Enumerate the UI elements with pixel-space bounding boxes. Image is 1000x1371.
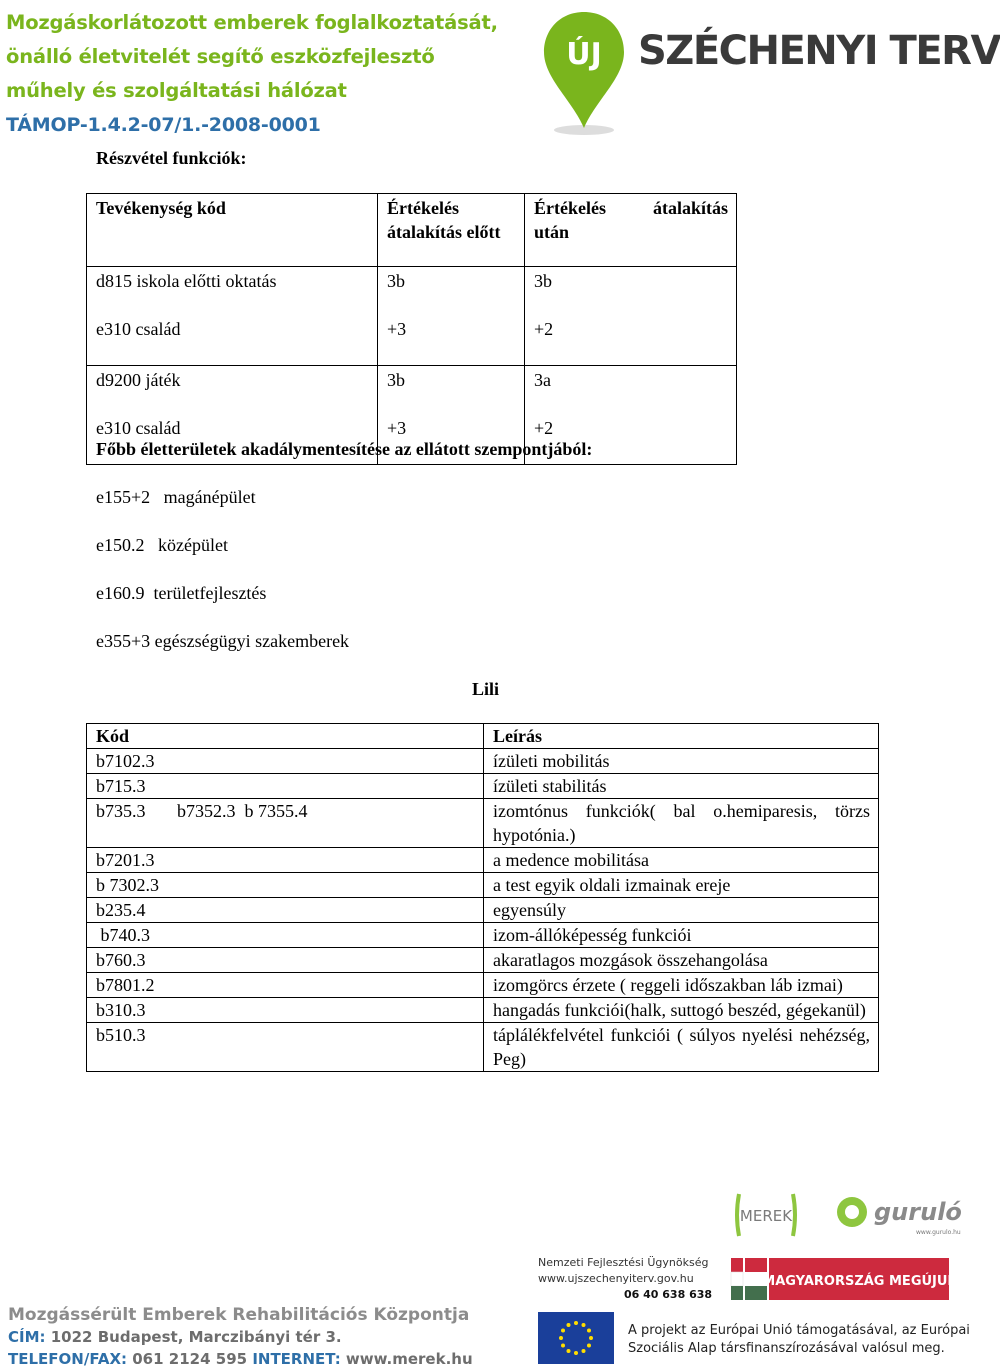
eu-star-icon (567, 1349, 571, 1353)
logo-badge-text: ÚJ (566, 37, 602, 72)
function-code: b735.3 b7352.3 b 7355.4 (87, 799, 484, 848)
eu-star-icon (587, 1329, 591, 1333)
table-row (87, 948, 879, 973)
section-heading-accessibility: Főbb életterületek akadálymentesítése az ellátott szempontjából: (96, 439, 593, 459)
function-code: b7102.3 (87, 749, 484, 774)
header-activity-code: Tevékenység kód (87, 194, 378, 267)
table-row (87, 267, 737, 366)
table-row (87, 973, 879, 998)
function-code: b310.3 (87, 998, 484, 1023)
function-code: b740.3 (87, 923, 484, 948)
internet-value: www.merek.hu (345, 1350, 473, 1368)
agency-info (538, 1255, 712, 1303)
list-item: e160.9 területfejlesztés (96, 583, 267, 603)
address-value: 1022 Budapest, Marczibányi tér 3. (50, 1328, 342, 1346)
table-row (87, 923, 879, 948)
center-name: Mozgássérült Emberek Rehabilitációs Központja (8, 1305, 470, 1325)
table-row (87, 774, 879, 799)
center-contact (8, 1304, 473, 1370)
eval-before-value: +3 (387, 418, 407, 438)
function-description: ízületi stabilitás (484, 774, 879, 799)
eu-star-icon (582, 1349, 586, 1353)
header-eval-after-word2: átalakítás (652, 198, 728, 218)
table-row (87, 848, 879, 873)
phone-label: TELEFON/FAX: (8, 1350, 128, 1368)
project-title-block (6, 6, 526, 142)
function-description: egyensúly (484, 898, 879, 923)
eval-before-value: 3b (387, 271, 405, 291)
function-description: izomtónus funkciók( bal o.hemiparesis, törzs hypotónia.) (484, 799, 879, 848)
function-code: b510.3 (87, 1023, 484, 1072)
szechenyi-pin-logo (542, 8, 628, 138)
eu-funding-note (628, 1322, 970, 1358)
activity-code: e310 család (96, 319, 181, 339)
function-code: b 7302.3 (87, 873, 484, 898)
activity-code: d815 iskola előtti oktatás (96, 271, 277, 291)
agency-phone: 06 40 638 638 (624, 1288, 713, 1301)
eval-after-value: 3a (534, 370, 551, 390)
function-code: b7801.2 (87, 973, 484, 998)
eu-star-icon (559, 1336, 563, 1340)
activity-code: e310 család (96, 418, 181, 438)
function-description: a medence mobilitása (484, 848, 879, 873)
project-title-line-2: önálló életvitelét segítő eszközfejlesztő (6, 45, 435, 68)
project-code: TÁMOP-1.4.2-07/1.-2008-0001 (6, 114, 321, 136)
agency-name: Nemzeti Fejlesztési Ügynökség (538, 1256, 709, 1269)
gurulo-logo-text: guruló (874, 1198, 962, 1226)
eu-funding-line-2: Szociális Alap társfinanszírozásával valósul meg. (628, 1341, 945, 1356)
eval-before-value: 3b (387, 370, 405, 390)
internet-label: INTERNET: (252, 1350, 341, 1368)
function-code: b715.3 (87, 774, 484, 799)
table-header-row (87, 194, 737, 267)
function-code: b760.3 (87, 948, 484, 973)
function-description: izom-állóképesség funkciói (484, 923, 879, 948)
list-item: e150.2 középület (96, 535, 228, 555)
phone-value: 061 2124 595 (132, 1350, 248, 1368)
center-phone-line (8, 1348, 473, 1370)
table-row (87, 1023, 879, 1072)
table-row (87, 898, 879, 923)
table-header-row (87, 724, 879, 749)
header-code: Kód (87, 724, 484, 749)
table-row (87, 998, 879, 1023)
eu-star-icon (587, 1344, 591, 1348)
list-item: e355+3 egészségügyi szakemberek (96, 631, 350, 651)
project-title-line-3: műhely és szolgáltatási hálózat (6, 79, 347, 102)
table-row (87, 749, 879, 774)
eu-flag-icon (538, 1312, 614, 1364)
eval-before-value: +3 (387, 319, 407, 339)
activity-code: d9200 játék (96, 370, 181, 390)
eval-after-value: 3b (534, 271, 552, 291)
gurulo-url: www.gurulo.hu (916, 1229, 961, 1236)
activity-code-cell (87, 267, 378, 366)
eu-star-icon (561, 1344, 565, 1348)
eval-after-value: +2 (534, 418, 554, 438)
header-eval-after (525, 194, 737, 267)
function-description: akaratlagos mozgások összehangolása (484, 948, 879, 973)
function-description: hangadás funkciói(halk, suttogó beszéd, gégekanül) (484, 998, 879, 1023)
eu-star-icon (567, 1323, 571, 1327)
header-eval-after-word3: után (534, 222, 570, 242)
eu-star-icon (574, 1321, 578, 1325)
function-code: b235.4 (87, 898, 484, 923)
merek-logo (733, 1188, 799, 1242)
eu-star-icon (561, 1329, 565, 1333)
participation-table (86, 193, 737, 465)
lili-function-table (86, 723, 879, 1072)
merek-logo-text: MEREK (739, 1207, 793, 1225)
center-address-line (8, 1326, 473, 1348)
lili-title: Lili (472, 679, 500, 699)
gurulo-logo (834, 1192, 962, 1238)
function-description: táplálékfelvétel funkciói ( súlyos nyelési nehézség, Peg) (484, 1023, 879, 1072)
section-heading-participation: Részvétel funkciók: (96, 148, 247, 168)
function-description: izomgörcs érzete ( reggeli időszakban láb izmai) (484, 973, 879, 998)
function-description: ízületi mobilitás (484, 749, 879, 774)
address-label: CÍM: (8, 1328, 46, 1346)
eu-star-icon (574, 1351, 578, 1355)
agency-url: www.ujszechenyiterv.gov.hu (538, 1272, 694, 1285)
eval-after-value: +2 (534, 319, 554, 339)
table-row (87, 799, 879, 848)
banner-text: MAGYARORSZÁG MEGÚJUL (762, 1274, 956, 1289)
eu-star-icon (589, 1336, 593, 1340)
eval-after-cell (525, 267, 737, 366)
header-description: Leírás (484, 724, 879, 749)
szechenyi-terv-logo-text: SZÉCHENYI TERV (638, 28, 1000, 74)
magyarorszag-megujul-banner (731, 1258, 956, 1300)
function-description: a test egyik oldali izmainak ereje (484, 873, 879, 898)
eval-before-cell (378, 267, 525, 366)
eu-funding-line-1: A projekt az Európai Unió támogatásával, az Európai (628, 1323, 970, 1338)
table-row (87, 873, 879, 898)
project-title-line-1: Mozgáskorlátozott emberek foglalkoztatását, (6, 11, 498, 34)
header-eval-after-word1: Értékelés (534, 198, 606, 218)
list-item: e155+2 magánépület (96, 487, 256, 507)
function-code: b7201.3 (87, 848, 484, 873)
eu-star-icon (582, 1323, 586, 1327)
header-eval-before: Értékelés átalakítás előtt (378, 194, 525, 267)
